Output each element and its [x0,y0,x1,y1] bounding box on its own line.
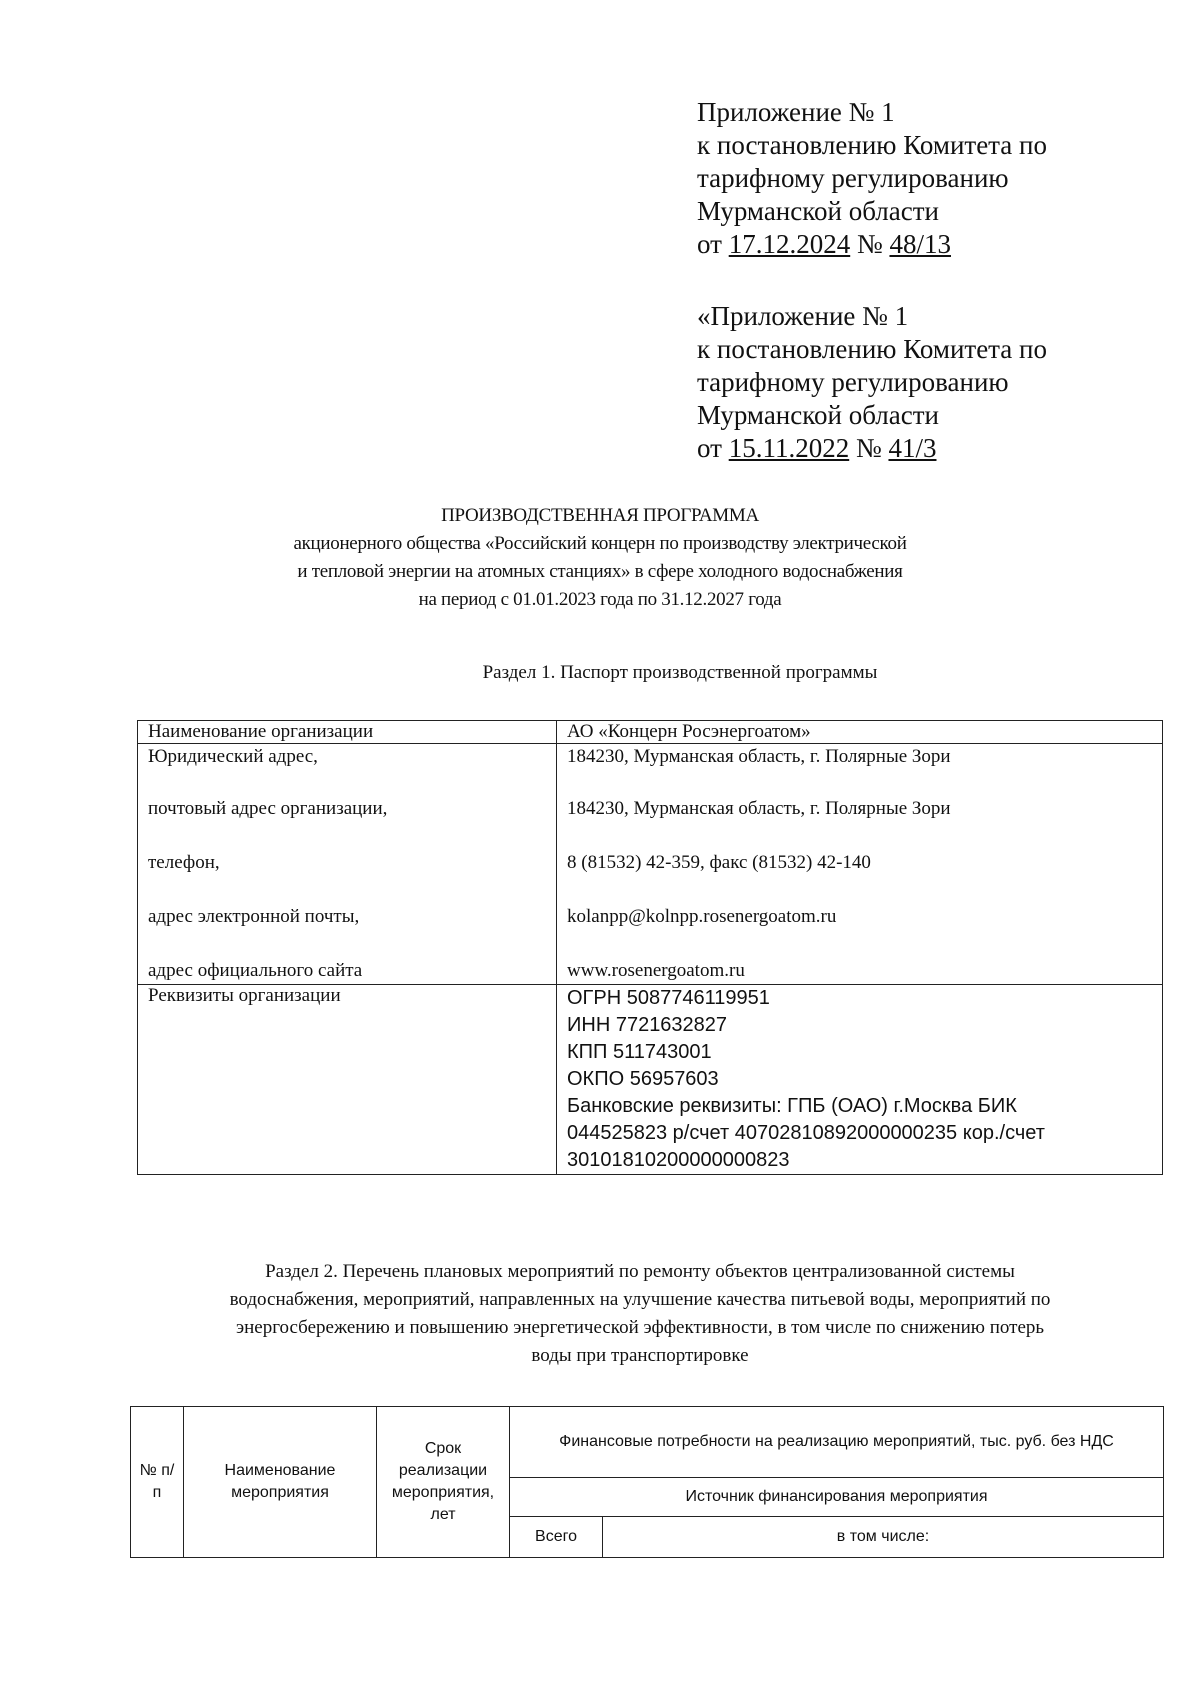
email-label: адрес электронной почты, [148,906,360,927]
phone-label: телефон, [148,852,220,873]
program-period: на период с 01.01.2023 года по 31.12.2027 года [418,589,782,610]
org-name-value: АО «Концерн Росэнергоатом» [557,721,1163,744]
contacts-labels [138,744,557,985]
website-label: адрес официального сайта [148,960,363,981]
appendix-line: тарифному регулированию [697,367,1009,397]
resolution-number: 48/13 [889,229,951,259]
col-number-header: № п/п [131,1407,184,1558]
program-title: ПРОИЗВОДСТВЕННАЯ ПРОГРАММА [441,505,759,526]
number-prefix: № [856,229,883,259]
from-prefix: от [697,433,722,463]
legal-address-label: Юридический адрес, [148,746,318,767]
col-including-header: в том числе: [603,1517,1164,1558]
col-source-header: Источник финансирования мероприятия [510,1478,1164,1517]
program-subtitle-line: акционерного общества «Российский концерн по производству электрической [293,533,907,554]
table-header-row [131,1407,1164,1478]
table-row [138,721,1163,744]
resolution-number: 41/3 [888,433,937,463]
measures-table [130,1406,1164,1558]
section1-title: Раздел 1. Паспорт производственной программы [482,662,878,683]
section2-title-line: энергосбережению и повышению энергетической эффективности, в том числе по снижению потерь [235,1317,1045,1338]
bank-details-line: 30101810200000000823 [567,1149,790,1171]
legal-address-value: 184230, Мурманская область, г. Полярные Зори [567,746,951,767]
postal-address-label: почтовый адрес организации, [148,798,388,819]
inn: ИНН 7721632827 [567,1014,728,1036]
requisites-value [557,985,1163,1175]
appendix-current-header [697,96,1047,261]
passport-table [137,720,1163,1175]
col-finance-header: Финансовые потребности на реализацию мероприятий, тыс. руб. без НДС [510,1407,1164,1478]
section2-title-line: воды при транспортировке [531,1345,749,1366]
section2-title-line: Раздел 2. Перечень плановых мероприятий по ремонту объектов централизованной системы [265,1261,1015,1282]
org-name-label: Наименование организации [138,721,557,744]
appendix-line: тарифному регулированию [697,163,1009,193]
number-prefix: № [855,433,882,463]
table-row [138,985,1163,1175]
contacts-values [557,744,1163,985]
appendix-line: к постановлению Комитета по [697,130,1047,160]
okpo: ОКПО 56957603 [567,1068,719,1090]
from-prefix: от [697,229,722,259]
appendix-original-header [697,300,1047,465]
program-title-block [200,502,1000,614]
ogrn: ОГРН 5087746119951 [567,987,770,1009]
col-name-header: Наименование мероприятия [184,1407,377,1558]
col-total-header: Всего [510,1517,603,1558]
col-term-header: Срок реализации мероприятия, лет [377,1407,510,1558]
appendix-line: «Приложение № 1 [697,301,909,331]
section2-title [150,1258,1130,1370]
email-value: kolanpp@kolnpp.rosenergoatom.ru [567,906,837,927]
appendix-date-line [697,432,1047,465]
kpp: КПП 511743001 [567,1041,712,1063]
appendix-line: Мурманской области [697,196,939,226]
program-subtitle-line: и тепловой энергии на атомных станциях» в сфере холодного водоснабжения [297,561,903,582]
postal-address-value: 184230, Мурманская область, г. Полярные Зори [567,798,951,819]
resolution-date: 17.12.2024 [728,229,851,259]
appendix-line: к постановлению Комитета по [697,334,1047,364]
resolution-date: 15.11.2022 [728,433,850,463]
bank-details-line: Банковские реквизиты: ГПБ (ОАО) г.Москва БИК [567,1095,1017,1117]
phone-value: 8 (81532) 42-359, факс (81532) 42-140 [567,852,871,873]
website-value: www.rosenergoatom.ru [567,960,745,981]
requisites-label: Реквизиты организации [138,985,557,1175]
bank-details-line: 044525823 р/счет 40702810892000000235 кор./счет [567,1122,1045,1144]
table-row [138,744,1163,985]
appendix-line: Мурманской области [697,400,939,430]
appendix-line: Приложение № 1 [697,97,895,127]
section2-title-line: водоснабжения, мероприятий, направленных на улучшение качества питьевой воды, мероприятий по [229,1289,1051,1310]
appendix-date-line [697,228,1047,261]
